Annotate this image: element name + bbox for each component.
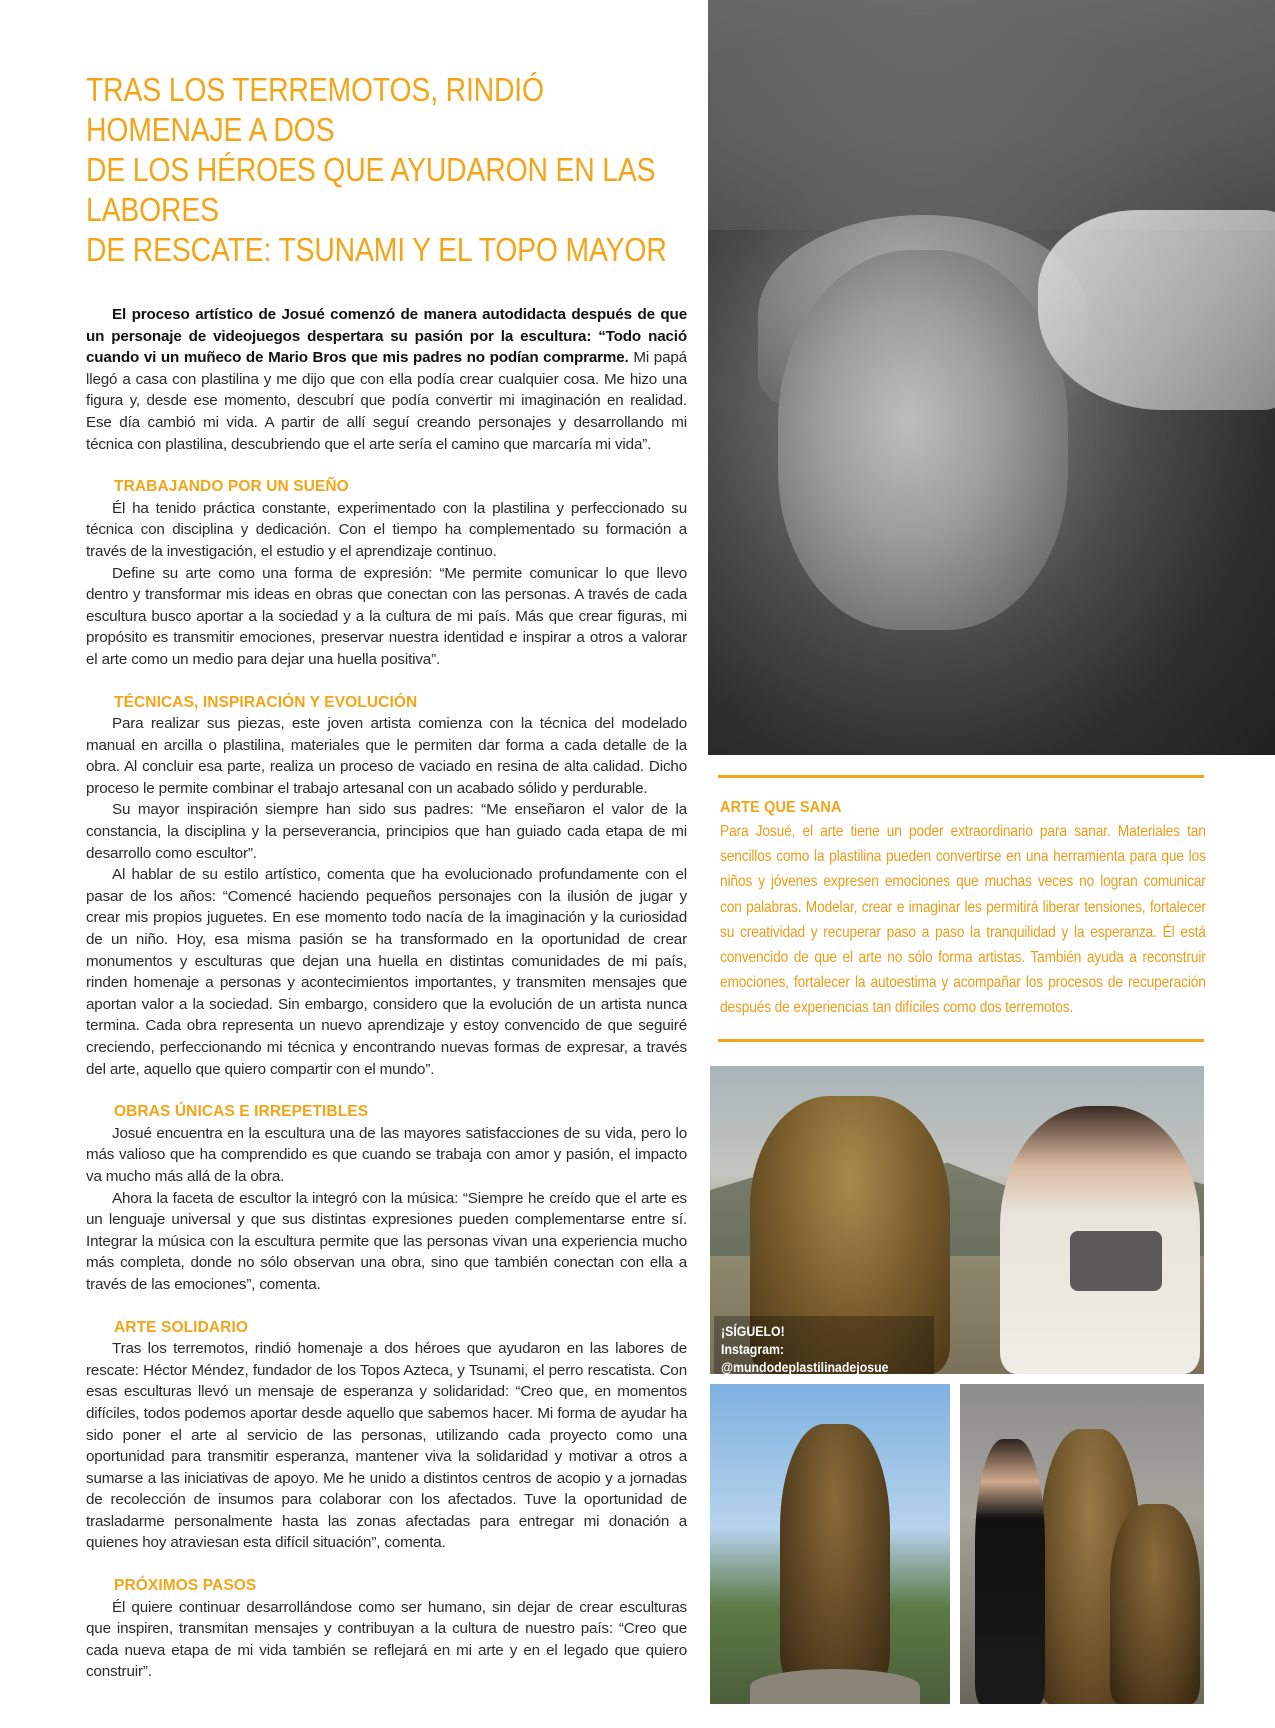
section-title: PRÓXIMOS PASOS (114, 1577, 257, 1595)
paragraph: Él ha tenido práctica constante, experimentado con la plastilina y perfeccionado su técnica con disciplina y dedicación. Con el tiempo ha complementado su formación a través de la investigación, el estudio y el aprendizaje continuo. (86, 499, 687, 560)
paragraph: Para realizar sus piezas, este joven artista comienza con la técnica del modelado manual en arcilla o plastilina, materiales que le permiten dar forma a cada detalle de la obra. Al concluir esa parte, realiza un proceso de vaciado en resina de alta calidad. Dicho proceso le permite combinar el trabajo artesanal con un acabado sólido y perdurable. (86, 715, 687, 797)
bronze-guitarist (780, 1424, 890, 1684)
bust-photo (710, 1066, 1204, 1374)
headline-line: DE LOS HÉROES QUE AYUDARON EN LAS LABORES (86, 151, 656, 228)
artist-hand (1038, 210, 1275, 410)
artist-standing (975, 1439, 1045, 1704)
lead-paragraph (86, 304, 687, 455)
sidebar-box (718, 775, 1204, 1042)
paragraph: Define su arte como una forma de expresión: “Me permite comunicar lo que llevo dentro y transformar mis ideas en obras que conectan con las personas. A través de cada escultura busco aportar a la sociedad y a la cultura de mi país. Más que crear figuras, mi propósito es transmitir emociones, preservar nuestra identidad e inspirar a otros a valorar el arte como un medio para dejar una huella positiva”. (86, 564, 687, 668)
paragraph: Al hablar de su estilo artístico, comenta que ha evolucionado profundamente con el pasar de los años: “Comencé haciendo pequeños personajes con la ilusión de jugar y crear mis propios juguetes. En ese momento todo nacía de la imaginación y la curiosidad de un niño. Hoy, esa misma pasión se ha transformado en la oportunidad de crear monumentos y esculturas que dejan una huella en distintas comunidades de mi país, rinden homenaje a personas y acontecimientos importantes, y transmiten mensajes que aportan valor a la sociedad. Sin embargo, considero que la evolución de un artista nunca termina. Cada obra representa un nuevo aprendizaje y estoy convencido de que seguiré creciendo, perfeccionando mi técnica y encontrando nuevas formas de expresar, a través del arte, aquello que quiero compartir con el mundo”. (86, 866, 687, 1078)
headline-line: TRAS LOS TERREMOTOS, RINDIÓ HOMENAJE A DOS (86, 71, 544, 148)
caption-title: ¡SÍGUELO! (721, 1323, 785, 1339)
section-title: ARTE SOLIDARIO (114, 1318, 249, 1336)
paragraph: Su mayor inspiración siempre han sido sus padres: “Me enseñaron el valor de la constancia, la disciplina y la perseverancia, principios que han guiado cada etapa de mi desarrollo como escultor”. (86, 801, 687, 862)
headline-line: DE RESCATE: TSUNAMI Y EL TOPO MAYOR (86, 231, 667, 268)
article-column (86, 70, 687, 1683)
group-statue-photo (960, 1384, 1204, 1704)
lead-bold: El proceso artístico de Josué comenzó de manera autodidacta después de que un personaje de videojuegos despertara su pasión por la escultura: “Todo nació cuando vi un muñeco de Mario Bros que mis padres no podían comprarme. (86, 306, 687, 367)
section-title: TÉCNICAS, INSPIRACIÓN Y EVOLUCIÓN (114, 693, 418, 711)
headline (86, 70, 688, 270)
photo-caption (714, 1316, 934, 1374)
statue-base (750, 1669, 920, 1704)
caption-instagram: Instagram: @mundodeplastilinadejosue (721, 1341, 889, 1374)
sculpture-face (778, 250, 1068, 630)
paragraph: Tras los terremotos, rindió homenaje a dos héroes que ayudaron en las labores de rescate: Héctor Méndez, fundador de los Topos Azteca, y Tsunami, el perro rescatista. Con esas esculturas llevó un mensaje de esperanza y solidaridad: “Creo que, en momentos difíciles, todos podemos aportar desde aquello que sabemos hacer. Mi forma de ayudar ha sido poner el arte al servicio de las personas, utilizando cada proyecto como una oportunidad para transmitir esperanza, mantener viva la solidaridad y motivar a otros a sumarse a las iniciativas de apoyo. Me he unido a distintos centros de acopio y a jornadas de recolección de insumos para colaborar con los afectados. Tuve la oportunidad de trasladarme personalmente hasta las zonas afectadas para entregar mi donación a quienes hoy atraviesan esta difícil situación”, comenta. (86, 1340, 687, 1552)
section-title: TRABAJANDO POR UN SUEÑO (114, 478, 349, 496)
guitar-statue-photo (710, 1384, 950, 1704)
sidebar-text: Para Josué, el arte tiene un poder extraordinario para sanar. Materiales tan sencillos como la plastilina pueden convertirse en una herramienta para que los niños y jóvenes expresen emociones que muchas veces no logran comunicar con palabras. Modelar, crear e imaginar les permitirá liberar tensiones, fortalecer su creatividad y recuperar paso a paso la tranquilidad y la esperanza. Él está convencido de que el arte no sólo forma artistas. También ayuda a reconstruir emociones, fortalecer la autoestima y acompañar los procesos de recuperación después de experiencias tan difíciles como dos terremotos. (720, 823, 1206, 1017)
paragraph: Ahora la faceta de escultor la integró con la música: “Siempre he creído que el arte es un lenguaje universal y que sus distintas expresiones pueden complementarse entre sí. Integrar la música con la escultura permite que las personas vivan una experiencia mucho más completa, donde no sólo observan una obra, sino que también conectan con ella a través de las emociones”, comenta. (86, 1189, 687, 1293)
paragraph: Él quiere continuar desarrollándose como ser humano, sin dejar de crear esculturas que inspiren, transmitan mensajes y contribuyan a la cultura de nuestro país: “Creo que cada nueva etapa de mi vida también se reflejará en mi arte y en el legado que quiero construir”. (86, 1598, 687, 1681)
workshop-wall (708, 0, 1275, 230)
sculpture-photo (708, 0, 1275, 755)
sidebar-title: ARTE QUE SANA (720, 799, 842, 816)
shirt-graphic (1070, 1231, 1162, 1291)
paragraph: Josué encuentra en la escultura una de las mayores satisfacciones de su vida, pero lo más valioso que ha comprendido es que cuando se trabaja con amor y pasión, el impacto va mucho más allá de la obra. (86, 1124, 687, 1185)
article-body (86, 304, 687, 1683)
bronze-figure (1110, 1504, 1200, 1704)
lead-rest: Mi papá llegó a casa con plastilina y me dijo que con ella podía crear cualquier cosa. Me hizo una figura y, desde ese momento, descubrí que podía convertir mi imaginación en realidad. Ese día cambió mi vida. A partir de allí seguí creando personajes y desarrollando mi técnica con plastilina, descubriendo que el arte sería el camino que marcaría mi vida”. (86, 349, 687, 453)
section-title: OBRAS ÚNICAS E IRREPETIBLES (114, 1103, 369, 1121)
